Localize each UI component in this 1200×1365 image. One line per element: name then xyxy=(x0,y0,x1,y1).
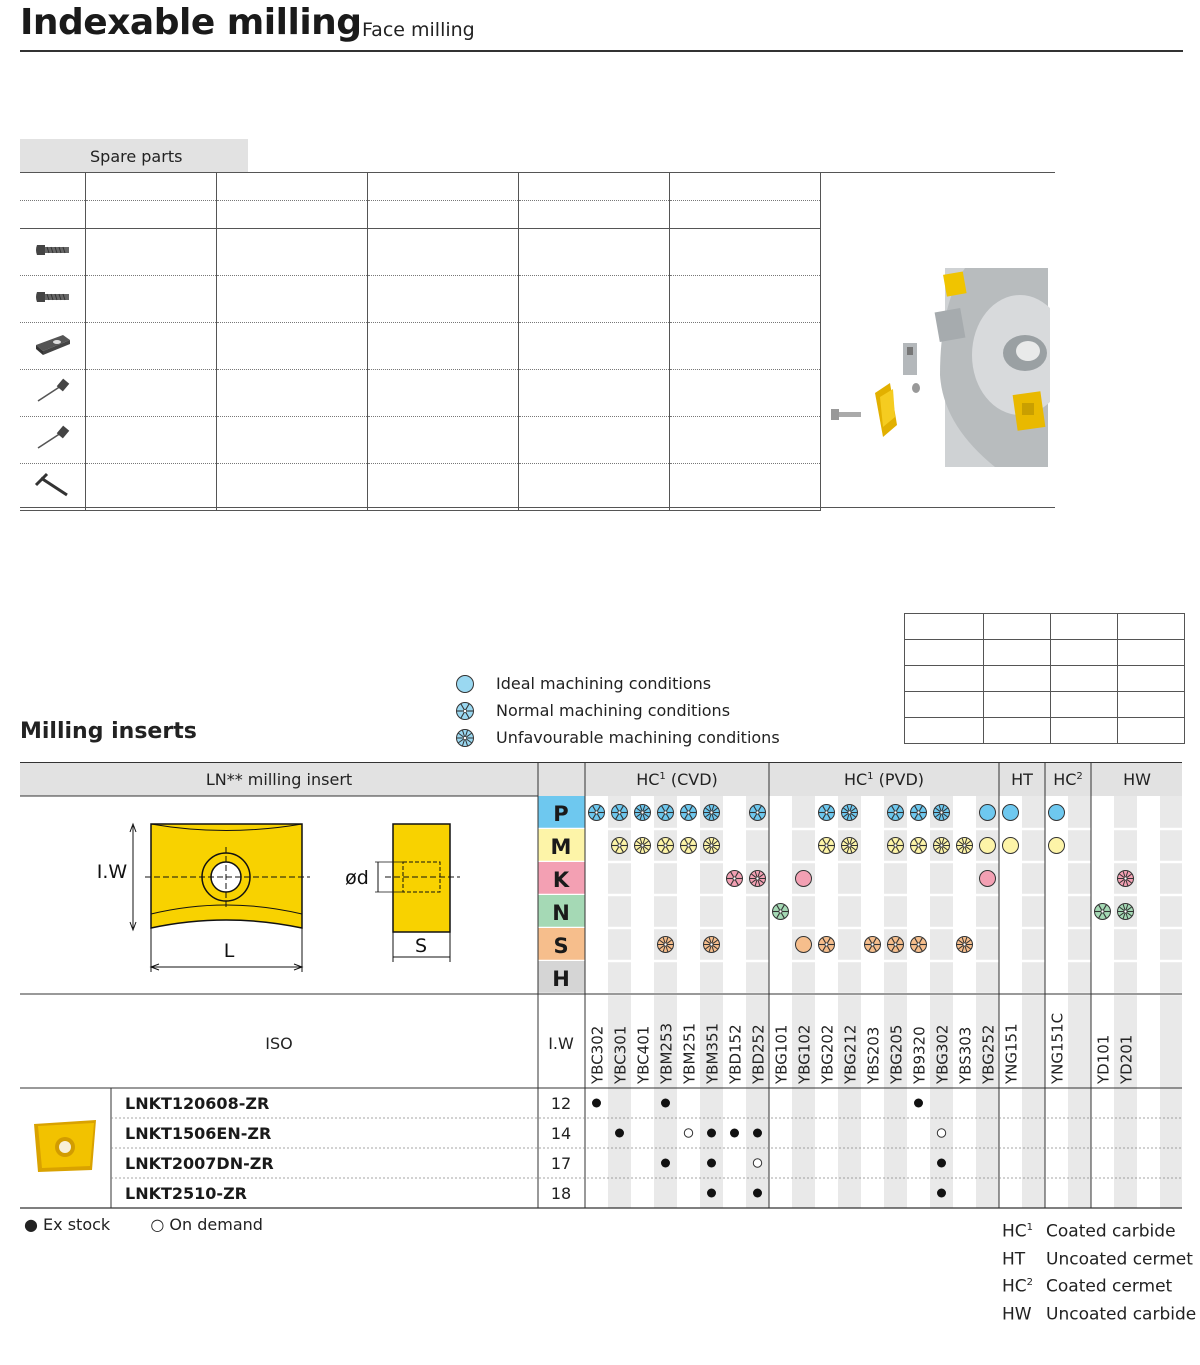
ex-stock-mark xyxy=(753,1129,762,1138)
legend-row xyxy=(455,697,780,724)
group-sup: 2 xyxy=(1076,771,1083,782)
grade-legend-row xyxy=(1002,1216,1196,1244)
milling-inserts-title: Milling inserts xyxy=(20,719,197,744)
grade-name: YD201 xyxy=(1117,1034,1136,1084)
unfavourable-condition-icon xyxy=(704,937,720,953)
shaded-column xyxy=(746,796,769,1208)
grade-group-header xyxy=(844,770,924,789)
grade-legend xyxy=(1002,1216,1196,1327)
part-value xyxy=(519,417,670,464)
dim-S-value xyxy=(1051,666,1118,692)
ex-stock-mark xyxy=(661,1159,670,1168)
part-value xyxy=(217,417,368,464)
unfavourable-condition-icon xyxy=(704,838,720,854)
ideal-condition-icon xyxy=(796,871,812,887)
grade-name: YBM253 xyxy=(657,1022,676,1084)
cutter-assembly-illustration xyxy=(825,265,1050,470)
legend-symbol xyxy=(455,701,475,721)
grade-name: YNG151 xyxy=(1002,1023,1021,1084)
part-icon-cell xyxy=(20,370,86,417)
normal-condition-icon xyxy=(888,937,904,953)
ex-stock-label: ● Ex stock xyxy=(24,1215,111,1234)
grade-desc: Coated carbide xyxy=(1046,1221,1176,1242)
normal-condition-icon xyxy=(911,838,927,854)
ideal-condition-icon xyxy=(980,838,996,854)
part-name xyxy=(86,464,217,511)
part-icon-cell xyxy=(20,323,86,370)
dim-S-value xyxy=(1051,718,1118,744)
grade-name: YD101 xyxy=(1094,1034,1113,1084)
shaded-column xyxy=(838,796,861,1208)
grade-code xyxy=(1002,1244,1046,1272)
unfavourable-condition-icon xyxy=(457,729,474,746)
grade-legend-row xyxy=(1002,1299,1196,1327)
on-demand-mark xyxy=(684,1129,692,1137)
unfavourable-condition-icon xyxy=(1118,871,1134,887)
insert-iw: 14 xyxy=(550,1124,572,1143)
grade-name: YBC301 xyxy=(611,1025,630,1084)
diagram-label-iw: I.W xyxy=(96,861,128,883)
normal-condition-icon xyxy=(819,937,835,953)
dim-L-value xyxy=(984,718,1051,744)
shaded-column xyxy=(700,796,723,1208)
ideal-condition-icon xyxy=(796,937,812,953)
dimensions-table xyxy=(904,613,1185,744)
conditions-legend xyxy=(455,670,780,751)
legend-row xyxy=(455,724,780,751)
part-value xyxy=(217,229,368,276)
grade-group-header xyxy=(1011,770,1033,789)
legend-label: Unfavourable machining conditions xyxy=(496,728,780,747)
group-sup: 1 xyxy=(867,771,874,782)
insert-name: LNKT1506EN-ZR xyxy=(125,1124,272,1143)
ex-stock-mark xyxy=(937,1189,946,1198)
unfavourable-condition-icon xyxy=(934,838,950,854)
part-value xyxy=(217,276,368,323)
grade-code-text: HT xyxy=(1002,1249,1026,1270)
ideal-condition-icon xyxy=(1003,805,1019,821)
page-title: Indexable milling xyxy=(20,2,362,43)
normal-condition-icon xyxy=(681,838,697,854)
shaded-column xyxy=(1114,796,1137,1208)
diagram-label-od: ød xyxy=(345,867,369,889)
part-icon-cell xyxy=(20,276,86,323)
part-icon-cell xyxy=(20,417,86,464)
insert-name: LNKT2510-ZR xyxy=(125,1184,247,1203)
normal-condition-icon xyxy=(888,805,904,821)
normal-condition-icon xyxy=(612,805,628,821)
stock-legend xyxy=(24,1215,263,1234)
grade-name: YBG302 xyxy=(933,1024,952,1084)
insert-col-header xyxy=(217,173,368,201)
grade-name: YBD152 xyxy=(726,1024,745,1084)
shaded-column xyxy=(1068,796,1091,1208)
shaded-column xyxy=(792,796,815,1208)
part-value xyxy=(368,370,519,417)
normal-condition-icon xyxy=(658,805,674,821)
material-letter: H xyxy=(552,967,570,991)
ex-stock-mark xyxy=(937,1159,946,1168)
grade-code xyxy=(1002,1271,1046,1299)
diameter-header xyxy=(86,201,217,229)
shim-icon xyxy=(33,342,73,361)
diameter-value xyxy=(519,201,670,229)
part-name xyxy=(86,229,217,276)
part-value xyxy=(217,370,368,417)
title-divider xyxy=(20,50,1183,52)
grade-name: YBC401 xyxy=(634,1025,653,1084)
t-wrench-icon xyxy=(33,483,73,502)
wrench-icon xyxy=(33,389,73,408)
insert-col-header xyxy=(670,173,821,201)
diameter-value xyxy=(217,201,368,229)
dim-header xyxy=(1051,614,1118,640)
grade-name: YBG205 xyxy=(887,1024,906,1084)
grade-desc: Coated cermet xyxy=(1046,1276,1173,1297)
normal-condition-icon xyxy=(727,871,743,887)
part-value xyxy=(368,276,519,323)
dim-header xyxy=(1118,614,1185,640)
part-name xyxy=(86,417,217,464)
spare-parts-bottom-rule xyxy=(20,507,1055,508)
ex-stock-mark xyxy=(592,1099,601,1108)
legend-symbol xyxy=(455,728,475,748)
material-letter: K xyxy=(552,868,570,892)
material-letter: S xyxy=(553,934,569,958)
dim-d-value xyxy=(1118,640,1185,666)
group-label: HC xyxy=(636,770,660,789)
grade-code-sup: 1 xyxy=(1026,1222,1034,1233)
part-value xyxy=(670,417,821,464)
shaded-column xyxy=(1160,796,1182,1208)
part-icon-cell xyxy=(20,229,86,276)
part-value xyxy=(519,323,670,370)
insert-iw: 18 xyxy=(550,1184,572,1203)
normal-condition-icon xyxy=(888,838,904,854)
material-letter: N xyxy=(552,901,570,925)
grade-group-header xyxy=(1123,770,1151,789)
group-label: HT xyxy=(1011,770,1033,789)
unfavourable-condition-icon xyxy=(658,937,674,953)
screw-icon xyxy=(33,248,73,267)
dim-d-value xyxy=(1118,666,1185,692)
ex-stock-mark xyxy=(730,1129,739,1138)
dim-size xyxy=(905,718,984,744)
group-suffix: (PVD) xyxy=(873,770,925,789)
diameter-value xyxy=(670,201,821,229)
normal-condition-icon xyxy=(681,805,697,821)
grade-code-text: HW xyxy=(1002,1304,1032,1325)
insert-iw: 17 xyxy=(550,1154,572,1173)
unfavourable-condition-icon xyxy=(957,937,973,953)
shaded-column xyxy=(608,796,631,1208)
material-letter: M xyxy=(550,835,572,859)
insert-col-header xyxy=(519,173,670,201)
shaded-column xyxy=(976,796,999,1208)
insert-iw: 12 xyxy=(550,1094,572,1113)
grade-name: YBG102 xyxy=(795,1024,814,1084)
ideal-condition-icon xyxy=(457,675,474,692)
normal-condition-icon xyxy=(612,838,628,854)
part-value xyxy=(519,464,670,511)
grade-code-sup: 2 xyxy=(1026,1277,1034,1289)
grade-legend-row xyxy=(1002,1244,1196,1272)
ex-stock-mark xyxy=(707,1129,716,1138)
dim-d-value xyxy=(1118,692,1185,718)
normal-condition-icon xyxy=(1095,904,1111,920)
iw-label: I.W xyxy=(548,1034,574,1053)
unfavourable-condition-icon xyxy=(704,805,720,821)
part-value xyxy=(368,323,519,370)
normal-condition-icon xyxy=(911,805,927,821)
ex-stock-mark xyxy=(707,1189,716,1198)
ex-stock-mark xyxy=(753,1189,762,1198)
milling-inserts-grid xyxy=(20,762,1182,1209)
grade-name: YNG151C xyxy=(1048,1012,1067,1084)
grade-name: YBG252 xyxy=(979,1024,998,1084)
normal-condition-icon xyxy=(911,937,927,953)
on-demand-mark xyxy=(753,1159,761,1167)
diameter-value xyxy=(368,201,519,229)
group-label: HW xyxy=(1123,770,1151,789)
grade-name: YBC302 xyxy=(588,1025,607,1084)
unfavourable-condition-icon xyxy=(842,838,858,854)
shaded-column xyxy=(884,796,907,1208)
dim-header xyxy=(905,614,984,640)
dim-L-value xyxy=(984,692,1051,718)
grade-desc: Uncoated carbide xyxy=(1046,1304,1197,1325)
legend-label: Ideal machining conditions xyxy=(496,674,712,693)
normal-condition-icon xyxy=(865,937,881,953)
header-band xyxy=(20,762,1182,796)
unfavourable-condition-icon xyxy=(934,805,950,821)
spare-corner xyxy=(20,173,86,201)
group-sup: 1 xyxy=(659,771,666,782)
grade-group-header xyxy=(636,770,718,789)
legend-label: Normal machining conditions xyxy=(496,701,731,720)
unfavourable-condition-icon xyxy=(957,838,973,854)
screw-icon xyxy=(33,295,73,314)
part-name xyxy=(86,276,217,323)
normal-condition-icon xyxy=(819,838,835,854)
normal-condition-icon xyxy=(773,904,789,920)
part-value xyxy=(670,276,821,323)
ideal-condition-icon xyxy=(980,871,996,887)
page-subtitle: Face milling xyxy=(362,19,475,41)
part-value xyxy=(519,370,670,417)
part-value xyxy=(670,323,821,370)
insert-header xyxy=(86,173,217,201)
ex-stock-mark xyxy=(914,1099,923,1108)
diagram-label-s: S xyxy=(414,935,428,957)
part-value xyxy=(519,276,670,323)
normal-condition-icon xyxy=(750,805,766,821)
ex-stock-mark xyxy=(661,1099,670,1108)
spare-corner xyxy=(20,201,86,229)
dim-S-value xyxy=(1051,692,1118,718)
grade-code xyxy=(1002,1216,1046,1244)
group-suffix: (CVD) xyxy=(665,770,718,789)
shaded-column xyxy=(930,796,953,1208)
on-demand-label: ○ On demand xyxy=(150,1215,263,1234)
part-value xyxy=(670,370,821,417)
part-name xyxy=(86,370,217,417)
unfavourable-condition-icon xyxy=(635,838,651,854)
grade-name: YBG212 xyxy=(841,1024,860,1084)
dim-L-value xyxy=(984,640,1051,666)
normal-condition-icon xyxy=(457,702,474,719)
legend-symbol xyxy=(455,674,475,694)
grade-name: YBD252 xyxy=(749,1024,768,1084)
part-value xyxy=(519,229,670,276)
part-value xyxy=(368,417,519,464)
grade-name: YBM351 xyxy=(703,1022,722,1084)
grade-name: YBM251 xyxy=(680,1022,699,1084)
ex-stock-mark xyxy=(707,1159,716,1168)
wrench-icon xyxy=(33,436,73,455)
unfavourable-condition-icon xyxy=(1118,904,1134,920)
grade-code-text: HC xyxy=(1002,1221,1027,1242)
unfavourable-condition-icon xyxy=(842,805,858,821)
diagram-label-l: L xyxy=(223,940,235,962)
ideal-condition-icon xyxy=(1049,838,1065,854)
dim-L-value xyxy=(984,666,1051,692)
grade-code-text: HC xyxy=(1002,1276,1027,1297)
grade-name: YBG101 xyxy=(772,1024,791,1084)
unfavourable-condition-icon xyxy=(635,805,651,821)
part-value xyxy=(217,323,368,370)
normal-condition-icon xyxy=(819,805,835,821)
insert-name: LNKT120608-ZR xyxy=(125,1094,270,1113)
part-value xyxy=(217,464,368,511)
dim-size xyxy=(905,640,984,666)
normal-condition-icon xyxy=(658,838,674,854)
grade-desc: Uncoated cermet xyxy=(1046,1249,1193,1270)
group-label: HC xyxy=(843,770,868,789)
grade-name: YB9320 xyxy=(910,1026,929,1084)
part-value xyxy=(670,229,821,276)
ideal-condition-icon xyxy=(1049,805,1065,821)
part-name xyxy=(86,323,217,370)
grade-legend-row xyxy=(1002,1271,1196,1299)
ideal-condition-icon xyxy=(980,805,996,821)
insert-name: LNKT2007DN-ZR xyxy=(125,1154,274,1173)
dim-size xyxy=(905,666,984,692)
ex-stock-mark xyxy=(615,1129,624,1138)
insert-col-header xyxy=(368,173,519,201)
dim-header xyxy=(984,614,1051,640)
spare-parts-tab: Spare parts xyxy=(20,139,248,172)
material-letter: P xyxy=(553,802,569,826)
unfavourable-condition-icon xyxy=(750,871,766,887)
group-label: HC xyxy=(1053,770,1077,789)
ideal-condition-icon xyxy=(1003,838,1019,854)
part-value xyxy=(368,464,519,511)
insert-thumbnail xyxy=(34,1120,96,1172)
shaded-column xyxy=(654,796,677,1208)
grade-name: YBS203 xyxy=(864,1026,883,1084)
grade-code xyxy=(1002,1299,1046,1327)
insert-diagram xyxy=(130,824,460,972)
on-demand-mark xyxy=(937,1129,945,1137)
part-value xyxy=(368,229,519,276)
dim-size xyxy=(905,692,984,718)
normal-condition-icon xyxy=(589,805,605,821)
shaded-column xyxy=(1022,796,1045,1208)
legend-row xyxy=(455,670,780,697)
dim-S-value xyxy=(1051,640,1118,666)
part-value xyxy=(670,464,821,511)
iso-label: ISO xyxy=(265,1034,293,1053)
dim-d-value xyxy=(1118,718,1185,744)
grade-name: YBS303 xyxy=(956,1026,975,1084)
grade-name: YBG202 xyxy=(818,1024,837,1084)
part-icon-cell xyxy=(20,464,86,511)
insert-header: LN** milling insert xyxy=(205,770,353,789)
